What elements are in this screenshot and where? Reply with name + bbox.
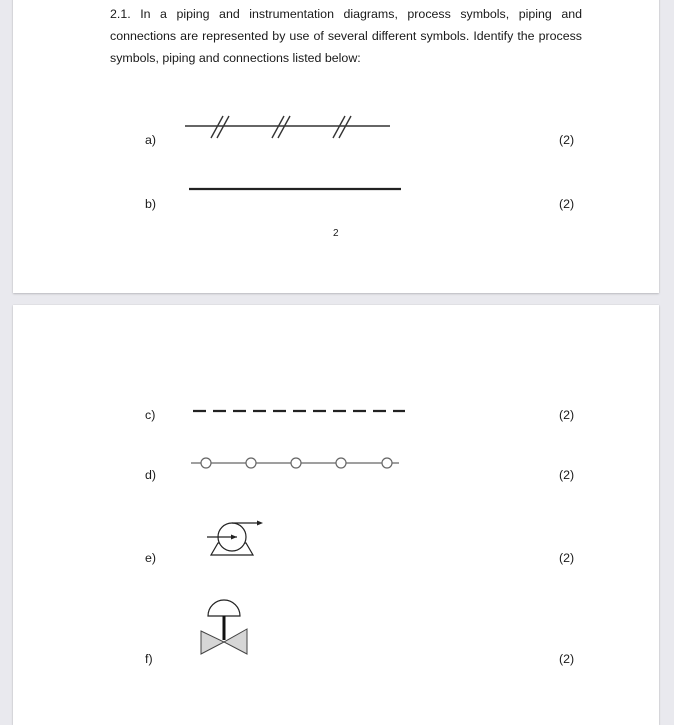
item-f-label: f) bbox=[145, 652, 153, 666]
control-valve-icon bbox=[197, 598, 261, 660]
question-text: 2.1. In a piping and instrumentation diagrams, process symbols, piping and connections are represented by use of several different symbols. Identify the process symbols, piping and connections listed below: bbox=[110, 7, 582, 65]
document-page-2 bbox=[13, 305, 659, 725]
item-a-label: a) bbox=[145, 133, 157, 147]
item-d-label: d) bbox=[145, 468, 157, 482]
item-e-label: e) bbox=[145, 551, 157, 565]
line-with-circles-icon bbox=[191, 455, 406, 471]
item-a-marks: (2) bbox=[559, 133, 575, 147]
thick-pipe-line-icon bbox=[189, 186, 404, 192]
item-b-label: b) bbox=[145, 197, 157, 211]
item-b-marks: (2) bbox=[559, 197, 575, 211]
item-d-marks: (2) bbox=[559, 468, 575, 482]
pump-icon bbox=[193, 513, 273, 563]
item-c-label: c) bbox=[145, 408, 156, 422]
document-page-1 bbox=[13, 0, 659, 293]
page-number: 2 bbox=[333, 228, 339, 239]
item-c-marks: (2) bbox=[559, 408, 575, 422]
item-f-marks: (2) bbox=[559, 652, 575, 666]
dashed-line-icon bbox=[193, 408, 408, 414]
item-e-marks: (2) bbox=[559, 551, 575, 565]
pipe-line-with-slashes-icon bbox=[183, 116, 398, 146]
